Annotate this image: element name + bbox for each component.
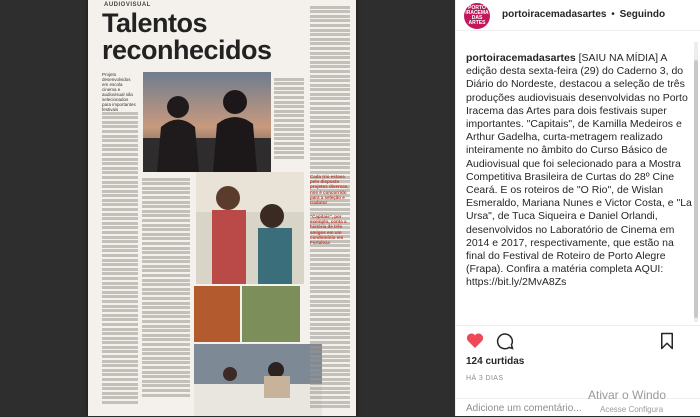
- username-link[interactable]: portoiracemadasartes: [502, 9, 607, 20]
- post-time[interactable]: HÁ 3 DIAS: [466, 375, 504, 382]
- separator-dot: •: [611, 9, 615, 20]
- article-column-2: [142, 176, 190, 416]
- article-column-1: [102, 110, 138, 416]
- article-lede: Projeto desenvolvidos em escola cinema e audiovisual são selecionados para importantes festivais: [102, 72, 136, 112]
- post-side-panel: [455, 0, 700, 416]
- headline-line-2: reconhecidos: [102, 35, 272, 65]
- header-text: [502, 9, 665, 20]
- photo-still-right: [242, 286, 300, 342]
- newspaper-page: [88, 0, 356, 416]
- pull-quote-1: Cada trio estava pelo disposto projetos diversas, nos é concorrido para a seleção e tradutor: [310, 174, 349, 206]
- comment-icon[interactable]: [496, 332, 514, 355]
- windows-activation-text: Ativar o Windo: [588, 388, 667, 402]
- pull-quote-2: "Capitais", por exemplo, conta a história de três amigos em um condomínio em Fortaleza: [310, 214, 347, 246]
- caption-username[interactable]: portoiracemadasartes: [466, 52, 576, 64]
- caption-text: [SAIU NA MÍDIA] A edição desta sexta-feira (29) do Caderno 3, do Diário do Nordeste, destacou a seleção de três produções audiovisuais desenvolvidas no Porto Iracema das Artes para dois festivais super importantes. "Capitais", de Kamilla Medeiros e Arthur Gadelha, curta-metragem realizado inteiramente no âmbito do Curso Básico de Audiovisual que foi selecionado para a Mostra Competitiva Brasileira de Curtas do 28º Cine Ceará. E os roteiros de "O Rio", de Wislan Esmeraldo, Mariana Nunes e Victor Costa, e "La Ursa", de Tuca Siqueira e Daniel Orlandi, desenvolvidos no Laboratório de Cinema em 2014 e 2017, respectivamente, que estão na final do Festival de Roteiro de Porto Alegre (Frapa). Confira a matéria completa AQUI: https://bit.ly/2MvA8Zs: [466, 52, 692, 289]
- caption-scrollbar[interactable]: [694, 42, 698, 322]
- comment-input[interactable]: Adicione um comentário...: [466, 403, 582, 414]
- windows-activation-subtext: Acesse Configura: [600, 405, 664, 414]
- headline-line-1: Talentos: [102, 8, 208, 38]
- article-column-4: [310, 4, 350, 416]
- avatar[interactable]: PORTO IRACEMA DAS ARTES: [464, 3, 490, 29]
- following-button[interactable]: Seguindo: [619, 9, 666, 20]
- photo-still-left: [194, 286, 240, 342]
- like-count[interactable]: 124 curtidas: [466, 356, 525, 367]
- article-headline: [102, 10, 342, 64]
- post-header: [456, 0, 700, 31]
- heart-icon[interactable]: [466, 332, 484, 354]
- post-caption: [466, 52, 692, 290]
- section-tag: AUDIOVISUAL: [104, 2, 151, 8]
- photo-sunset-couple: [143, 72, 271, 172]
- article-column-3: [274, 76, 304, 168]
- post-actions: [456, 325, 700, 416]
- photo-bed-scene: [194, 344, 322, 416]
- bookmark-icon[interactable]: [660, 332, 674, 355]
- photo-portrait-pair: [196, 172, 304, 284]
- scrollbar-thumb[interactable]: [694, 60, 698, 318]
